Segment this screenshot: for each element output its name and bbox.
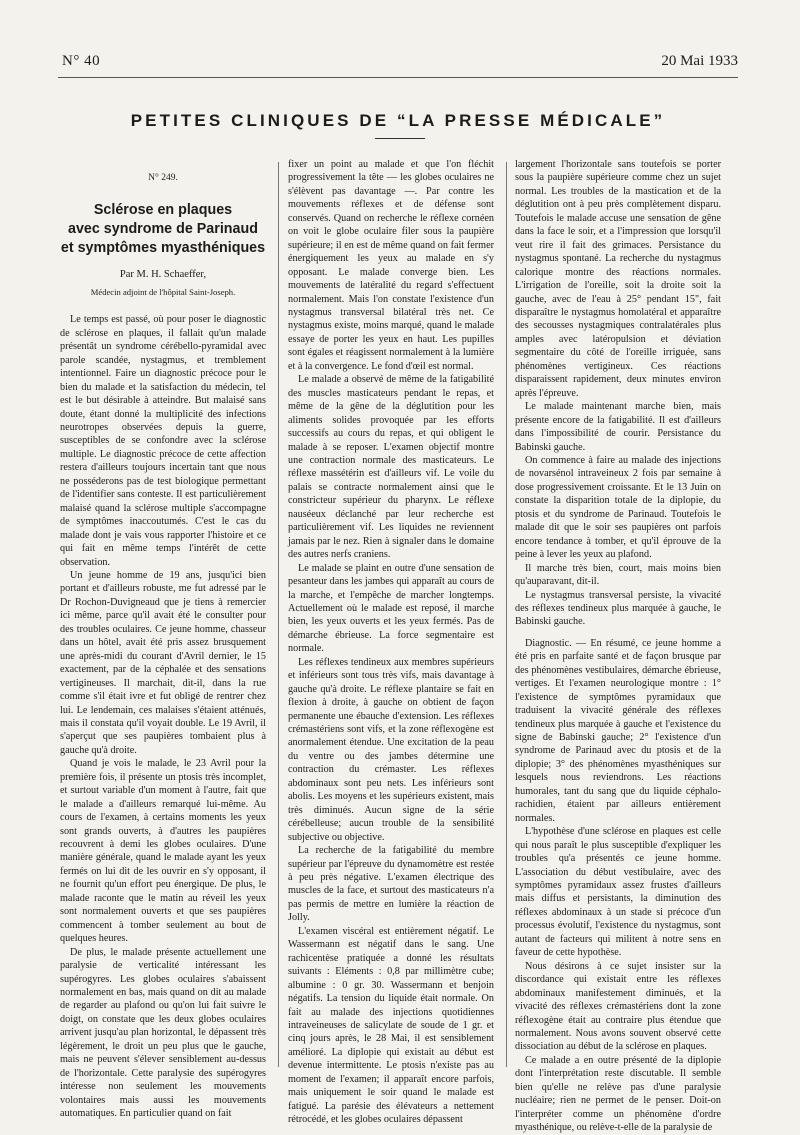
title-line: Sclérose en plaques <box>93 202 233 219</box>
masthead: PETITES CLINIQUES DE “LA PRESSE MÉDICALE” <box>130 111 666 130</box>
text-column-3 <box>515 158 721 1134</box>
text-column-1 <box>60 158 266 1120</box>
paragraph: La recherche de la fatigabilité du membre supérieur par l'épreuve du dynamomètre est restée à peu près négative. L'examen électrique des muscles de la face, et surtout des masticateurs n'a pas permis de mettre en lumière la réaction de Jolly. <box>288 845 494 924</box>
title-line: et symptômes myasthéniques <box>60 240 266 257</box>
paragraph: Il marche très bien, court, mais moins bien qu'auparavant, dit-il. <box>515 562 721 588</box>
diagnostic-paragraph: Diagnostic. — En résumé, ce jeune homme a été pris en parfaite santé et de façon brusque par des phénomènes vestibulaires, démarche ébrieuse, vertiges. Et l'examen neurologique montre : 1° l'existence de symptômes pyramidaux que traduisent la vivacité générale des réflexes tendineux plus marquée à gauche et l'existence du signe de Babinski gauche; 2° l'existence d'un syndrome de Parinaud avec du ptosis et de la diplopie; 3° des phénomènes myasthéniques sur lesquels nous reviendrons. Les réactions humorales, tant du sang que du liquide céphalo-rachidien, étaient par ailleurs entièrement normales. <box>515 637 721 824</box>
paragraph: L'examen viscéral est entièrement négatif. Le Wassermann est négatif dans le sang. Une rachicentèse pratiquée a donné les résultats suivants : Eléments : 0,8 par millimètre cube; albumine : 0 gr. 30. Wassermann et benjoin négatifs. La tension du liquide était normale. On fait au malade des injections quotidiennes intraveineuses de salicylate de soude de 1 gr. et cinq jours après, le 28 Mai, il est sensiblement amélioré. La diplopie qui existait au début est devenue intermittente. Le ptosis n'existe pas au moment de l'examen; il apparaît encore parfois, mais uniquement le soir quand le malade est fatigué. La parésie des élévateurs a nettement rétrocédé, et les globes oculaires dépassent <box>288 925 494 1126</box>
column-rule-left <box>278 162 279 1067</box>
article-author: Par M. H. Schaeffer, <box>119 269 207 281</box>
paragraph: Le malade maintenant marche bien, mais présente encore de la fatigabilité. Il est d'ailleurs dans l'impossibilité de courir. Persistance du Babinski gauche. <box>515 401 721 453</box>
paragraph: De plus, le malade présente actuellement une paralysie de verticalité intéressant les supérogyres. Les globes oculaires s'abaissent normalement en bas, mais quand on dit au malade de regarder au plafond ou qu'on lui fait suivre le doigt, on constate que les deux globes oculaires arrivent jusqu'au plan horizontal, le dépassent très légèrement, le droit un peu plus que le gauche, mais ne peuvent s'élever sensiblement au-dessus de l'horizontale. Cette paralysie des supérogyres intéresse non seulement les mouvements volontaires mais aussi les mouvements automatiques. En particulier quand on fait <box>60 946 266 1120</box>
page-number: N° 40 <box>62 53 101 69</box>
paragraph: Les réflexes tendineux aux membres supérieurs et inférieurs sont tous très vifs, mais davantage à gauche qu'à droite. Le réflexe plantaire se fait en flexion à droite, à gauche on obtient de façon permanente une ébauche d'extension. Les réflexes crémastériens sont vifs, et la zone réflexogène est anormalement étendue. Une excitation de la peau du ventre ou des jambes détermine une contraction du crémaster. Les réflexes abdominaux sont peu nets. Les inférieurs sont abolis. Les moyens et les supérieurs existent, mais très diminués. Aucun signe de la série cérébelleuse; aucun trouble de la sensibilité subjective ou objective. <box>288 656 494 843</box>
paragraph: Un jeune homme de 19 ans, jusqu'ici bien portant et d'ailleurs robuste, me fut adressé par le Dr Rochon-Duvigneaud que je tiens à remercier ici même, parce qu'il avait été le consulter pour des troubles oculaires. Ce jeune homme, chasseur dans un hôtel, avait été pris assez brusquement une après-midi du courant d'Avril dernier, le 15 exactement, par de la céphalée et des sensations vertigineuses. Il marchait, dit-il, dans la rue comme s'il était ivre et fut obligé de rentrer chez lui. Le lendemain, ces malaises s'étaient atténués, mais il constata qu'il voyait double. Le 19 Avril, il s'aperçut que ses paupières tombaient plus à gauche qu'à droite. <box>60 569 266 756</box>
header-rule <box>58 77 738 78</box>
paragraph: Le nystagmus transversal persiste, la vivacité des réflexes tendineux plus marquée à gauche, le Babinski gauche. <box>515 589 721 628</box>
author-affiliation: Médecin adjoint de l'hôpital Saint-Joseph. <box>90 286 236 297</box>
column-rule-right <box>506 162 507 1067</box>
article-title <box>60 201 266 258</box>
masthead-ornament <box>375 138 425 139</box>
paragraph: Le malade se plaint en outre d'une sensation de pesanteur dans les jambes qui apparaît au cours de la marche, et l'empêche de marcher longtemps. Actuellement où le malade est reposé, il marche bien, les yeux ouverts et les yeux fermés. Pas de démarche ébrieuse. La force segmentaire est normale. <box>288 562 494 655</box>
issue-date: 20 Mai 1933 <box>661 53 738 69</box>
paragraph: Ce malade a en outre présenté de la diplopie dont l'interprétation reste discutable. Il semble bien qu'elle ne relève pas d'une paralysie nucléaire; rien ne permet de le penser. Doit-on l'interpréter comme un phénomène d'ordre myasthénique, ou relève-t-elle de la paralysie de <box>515 1054 721 1134</box>
paragraph: Nous désirons à ce sujet insister sur la discordance qui existait entre les réflexes abdominaux manifestement diminués, et la vivacité des réflexes crémastériens dont la zone réflexogène était au contraire plus étendue que normalement. Nous avons souvent observé cette dissociation au début de la sclérose en plaques. <box>515 960 721 1053</box>
paragraph: Le malade a observé de même de la fatigabilité des muscles masticateurs pendant le repas, et même de la gêne de la déglutition pour les aliments solides provoquée par les efforts successifs au cours du repas, et qui obligent le malade à se reposer. L'examen objectif montre une contraction normale des masticateurs. Le réflexe massétérin est d'ailleurs vif. Le voile du palais se contracte normalement ainsi que le constricteur supérieur du pharynx. Le réflexe nauséeux déclanché par leur recherche est particulièrement vif. Les liquides ne reviennent jamais par le nez. Rien à signaler dans le domaine des autres nerfs craniens. <box>288 374 494 561</box>
text-column-2 <box>288 158 494 1126</box>
paragraph: L'hypothèse d'une sclérose en plaques est celle qui nous paraît le plus susceptible d'expliquer les troubles qu'a présentés ce jeune homme. L'association du début vestibulaire, avec des symptômes pyramidaux assez frustes d'ailleurs mais diffus et persistants, la diminution des réflexes abdominaux à un stade si précoce d'un processus évolutif, l'existence du nystagmus, sont autant de facteurs qui militent à notre sens en faveur de cette hypothèse. <box>515 826 721 959</box>
article-number: N° 249. <box>148 173 178 183</box>
paragraph: fixer un point au malade et que l'on fléchit progressivement la tête — les globes oculaires ne s'élèvent pas davantage —. Par contre les mouvements réflexes et de défense sont conservés. Quand on recherche le réflexe cornéen on voit le globe oculaire filer sous la paupière supérieure; il en est de même quand on fait fermer énergiquement les yeux au malade en s'y opposant. Le malade converge bien. Les mouvements de latéralité du regard s'effectuent normalement. Mais l'on constate l'existence d'un nystagmus transversal bilatéral très net. Ce nystagmus existe, moins marqué, quand le malade essaye de porter les yeux en haut. Les pupilles sont égales et réagissent normalement à la lumière et à la convergence. Le fond d'œil est normal. <box>288 159 494 372</box>
paragraph: Quand je vois le malade, le 23 Avril pour la première fois, il présente un ptosis très incomplet, et surtout variable d'un moment à l'autre, fait que le malade a d'ailleurs remarqué lui-même. Au cours de l'examen, à certains moments les yeux sont grands ouverts, à d'autres les paupières recouvrent à demi les globes oculaires. D'une manière générale, quand le malade ayant les yeux fermés on lui dit de les ouvrir en s'y opposant, il ne fournit qu'un effort peu énergique. De plus, le malade raconte que le matin au réveil les yeux sont normalement ouverts et que ses paupières commencent à tomber seulement au bout de quelques heures. <box>60 758 266 945</box>
paragraph: On commence à faire au malade des injections de novarsénol intraveineux 2 fois par semaine à dose progressivement croissante. Et le 13 Juin on constate la disparition totale de la diplopie, du ptosis et du syndrome de Parinaud. Toutefois le malade dit que le soir ses paupières ont parfois encore tendance à tomber, et qu'il éprouve de la peine à lever les yeux au plafond. <box>515 454 721 561</box>
paragraph: Le temps est passé, où pour poser le diagnostic de sclérose en plaques, il fallait qu'un malade présentât un syndrome cérébello-pyramidal avec parole scandée, nystagmus, et tremblement intentionnel. Faire un diagnostic précoce pour le bien du malade et la satisfaction du médecin, tel est le but désirable à atteindre. But malaisé sans doute, étant donné la multiplicité des infections neurotropes observées depuis la guerre, susceptibles de se confondre avec la sclérose multiple. Le diagnostic précoce de cette affection restera d'ailleurs toujours incertain tant que nous ne posséderons pas de test biologique permettant de l'identifier sans conteste. Il est particulièrement malaisé quand la sclérose multiple s'accompagne de symptômes inaccoutumés. C'est le cas du malade dont je vais vous rapporter l'histoire et ce qui fait en même temps l'intérêt de cette observation. <box>60 314 266 568</box>
paragraph: largement l'horizontale sans toutefois se porter sous la paupière supérieure comme chez un sujet normal. Les troubles de la mastication et de la déglutition ont à peu près complètement disparu. Toutefois le malade accuse une sensation de gêne dans la face le soir, et a l'impression que lorsqu'il veut rire il fait des grimaces. Persistance du nystagmus spontané. La recherche du nystagmus calorique montre des réactions normales. L'irrigation de l'oreille, soit la droite soit la gauche, avec de l'eau à 25° pendant 15", fait disparaître le nystagmus homolatéral et apparaître des secousses nystagmiques contralatérales plus amples avec latéropulsion et déviation segmentaire du côté de l'oreille irriguée, sans phénomènes vertigineux. Ces réactions disparaissent rapidement, deux minutes environ après l'épreuve. <box>515 159 721 399</box>
title-line: avec syndrome de Parinaud <box>68 221 258 238</box>
